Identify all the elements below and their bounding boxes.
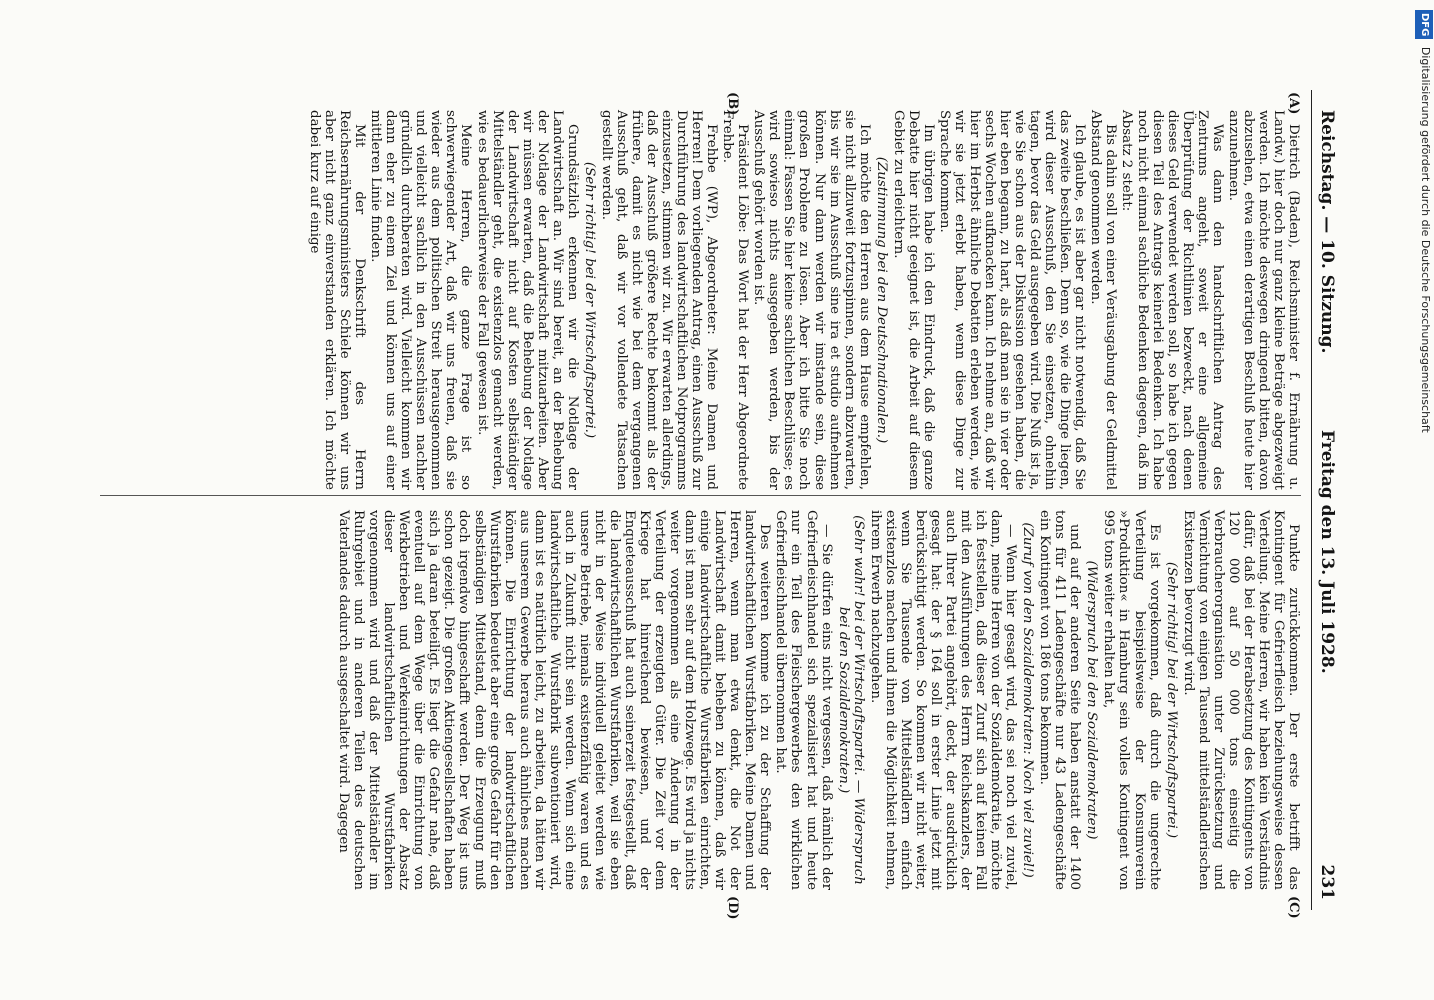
paragraph: Meine Herren, die ganze Frage ist so schwerwiegender Art, daß wir uns freuen, daß sie wieder aus dem politischen Streit herausgenommen und vielleicht sachlich in den Ausschüssen nachher gründlich durchberaten wird. Vielleicht kommen wir dann eher zu einem Ziel und können uns auf einer mittleren Linie finden. — [368, 110, 474, 490]
paragraph: Mit der Denkschrift des Herrn Reichsernährungsministers Schiele können wir uns aber nicht ganz einverstanden erklären. Ich möchte dabei kurz auf einige — [307, 110, 368, 490]
margin-marker-b: (B) — [725, 92, 740, 116]
interjection: (Sehr wahr! bei der Wirtschaftspartei. — Widerspruch bei den Sozialdemokraten.) — [835, 515, 866, 885]
funding-credit — [1416, 10, 1434, 990]
paragraph: Präsident Löbe: Das Wort hat der Herr Abgeordnete Frehbe. — [720, 110, 751, 490]
margin-marker-d: (D) — [725, 896, 740, 920]
paragraph: Was dann den handschriftlichen Antrag des Zentrums angeht, soweit er eine allgemeine Überprüfung der Richtlinien bezweckt, nach denen dieses Geld verwendet werden soll, so habe ich gegen diesen Teil des Antrags keinerlei Bedenken. Ich habe noch nicht einmal sachliche Bedenken dagegen, daß im Absatz 2 steht: — [1119, 110, 1225, 490]
paragraph: Bis dahin soll von einer Veräusgabung der Geldmittel Abstand genommen werden. — [1088, 110, 1119, 490]
interjection: (Sehr richtig! bei der Wirtschaftspartei.) — [581, 161, 597, 439]
paragraph: Frehbe (WP), Abgeordneter: Meine Damen und Herren! Dem vorliegenden Antrag, einen Ausschuß zur Durchführung des landwirtschaftlichen Notprogramms einzusetzen, stimmen wir zu. Wir erwarten allerdings, daß der Ausschuß größere Rechte bekommt als der frühere, damit es nicht wie bei dem vergangenen Ausschuß geht, daß wir vor vollendete Tatsachen gestellt werden. — [598, 110, 720, 490]
running-header — [1311, 90, 1345, 910]
paragraph: Ich möchte den Herren aus dem Hause empfehlen, sie nicht allzuweit fortzuspinnen, sondern abzuwarten, bis wir sie im Ausschuß sine ira et studio aufnehmen können. Nur dann werden wir imstande sein, diese großen Probleme zu lösen. Aber ich bitte Sie noch einmal: Fassen Sie hier keine sachlichen Beschlüsse; es wird sowieso nichts ausgegeben werden, bis der Ausschuß gehört worden ist. — [751, 110, 872, 490]
paragraph: Des weiteren komme ich zu der Schaffung der landwirtschaftlichen Wurstfabriken. Meine Damen und Herren, wenn man etwa denkt, die Not der Landwirtschaft damit beheben zu können, daß wir einige landwirtschaftliche Wurstfabriken einrichten, dann ist man sehr auf dem Holzwege. Es wird ja nichts weiter vorgenommen als eine Änderung in der Verteilung der erzeugten Güter. Die Zeit vor dem Kriege hat hinreichend bewiesen, und der Enqueteausschuß hat auch seinerzeit festgestellt, daß die landwirtschaftlichen Wurstfabriken, weil sie eben nicht in der Weise individuell geleitet werden wie unsere Betriebe, niemals existenzfähig waren und es auch in Zukunft nicht sein werden. Wenn sich eine landwirtschaftliche Wurstfabrik subventioniert wird, dann ist es natürlich leicht, zu arbeiten, da hätten wir aus unserem Gewerbe heraus auch ähnliches machen können. Die Einrichtung der landwirtschaftlichen Wurstfabriken bedeutet aber eine große Gefahr für den selbständigen Mittelstand, denn die Erzeugung muß doch irgendwo hingeschafft werden. Der Weg ist uns schon gezeigt. Die großen Aktiengesellschaften haben sich ja daran beteiligt. Es liegt die Gefahr nahe, daß eventuell auf dem Wege über die Einrichtung von Werkbetrieben und Werkeinrichtungen der Absatz dieser landwirtschaftlichen Wurstfabriken vorgenommen wird und daß der Mittelständler im Ruhrgebiet und in anderen Teilen des deutschen Vaterlandes dadurch ausgeschaltet wird. Dagegen — [336, 510, 773, 890]
interjection: (Widerspruch bei den Sozialdemokraten) — [1084, 560, 1100, 840]
paragraph: Es ist vorgekommen, daß durch die ungerechte Verteilung beispielsweise der Konsumverein »Produktion« in Hamburg sein volles Kontingent von 995 tons weiter erhalten hat, — [1101, 510, 1162, 890]
rotated-sheet — [100, 90, 1345, 920]
paragraph: — Sie dürfen eins nicht vergessen, daß nämlich der Gefrierfleischhandel sich spezialisiert hat und heute nur ein Teil des Fleischergewerbes den wirklichen Gefrierfleischhandel übernommen hat. — [773, 510, 834, 890]
dfg-logo: DFG — [1415, 10, 1433, 39]
column-divider — [100, 495, 1301, 496]
paragraph: Im übrigen habe ich den Eindruck, daß die ganze Debatte hier nicht geeignet ist, die Arbeit auf diesem Gebiet zu erleichtern. — [890, 110, 936, 490]
paragraph: Dietrich (Baden), Reichsminister f. Ernährung u. Landw.) hier doch nur ganz kleine Beträge abgezweigt werden. Ich möchte deswegen dringend bitten, davon abzusehen, etwa einen derartigen Beschluß heute hier anzunehmen. — [1225, 110, 1301, 490]
interjection: (Sehr richtig! bei der Wirtschaftspartei.) — [1163, 561, 1179, 839]
paragraph: Punkte zurückkommen. Der erste betrifft das Kontingent für Gefrierfleisch beziehungsweise dessen Verteilung. Meine Herren, wir haben kein Verständnis dafür, daß bei der Herabsetzung des Kontingents von 120 000 auf 50 000 tons einseitig die Verbraucherorganisation unter Zurücksetzung und Vernichtung von einigen Tausend mittelständlerischen Existenzen bevorzugt wird. — [1180, 510, 1301, 890]
header-session: Reichstag. — 10. Sitzung. — [1317, 110, 1337, 354]
left-column — [100, 110, 1301, 490]
paragraph: Ich glaube, es ist aber gar nicht notwendig, daß Sie das zweite beschließen. Denn so, wie die Dinge liegen, wird dieser Ausschuß, den Sie einsetzen, ohnehin tagen, bevor das Geld ausgegeben wird. Die Nuß ist ja, wie Sie schon aus der Diskussion gesehen haben, die hier eben begann, zu hart, als daß man sie in vier oder sechs Wochen aufknacken kann. Ich nehme an, daß wir hier im Herbst ähnliche Debatten erleben werden, wie wir sie jetzt erlebt haben, wenn diese Dinge zur Sprache kommen. — [936, 110, 1088, 490]
right-column — [100, 510, 1301, 890]
interjection: (Zuruf von den Sozialdemokraten: Noch viel zuviel!) — [1020, 522, 1036, 878]
paragraph: Grundsätzlich erkennen wir die Notlage der Landwirtschaft an. Wir sind bereit, an der Behebung der Notlage der Landwirtschaft mitzuarbeiten. Aber wir müssen erwarten, daß die Behebung der Notlage der Landwirtschaft nicht auf Kosten selbständiger Mittelständler geht, die existenzlos gemacht werden, wie es bedauerlicherweise der Fall gewesen ist. — [474, 110, 580, 490]
funding-credit-text: Digitalisierung gefördert durch die Deutsche Forschungsgemeinschaft — [1419, 46, 1432, 433]
paragraph: und auf der anderen Seite haben anstatt der 1400 tons für 411 Ladengeschäfte nur 43 Ladengeschäfte ein Kontingent von 186 tons bekommen. — [1037, 510, 1083, 890]
header-date: Freitag den 13. Juli 1928. — [1317, 430, 1337, 674]
margin-marker-c: (C) — [1286, 896, 1301, 919]
paragraph: — Wenn hier gesagt wird, das sei noch viel zuviel, dann, meine Herren von der Sozialdemokratie, möchte ich feststellen, daß dieser Zuruf sich auf keinen Fall mit den Ausführungen des Herrn Reichskanzlers, der auch Ihrer Partei angehört, deckt, der ausdrücklich gesagt hat: der § 164 soll in erster Linie jetzt mit berücksichtigt werden. So kommen wir nicht weiter, wenn Sie Tausende von Mittelständlern einfach existenzlos machen und ihnen die Möglichkeit nehmen, ihrem Erwerb nachzugehen. — [867, 510, 1019, 890]
page-number: 231 — [1317, 864, 1337, 900]
interjection: (Zustimmung bei den Deutschnationalen.) — [873, 156, 889, 444]
margin-marker-a: (A) — [1286, 92, 1301, 115]
